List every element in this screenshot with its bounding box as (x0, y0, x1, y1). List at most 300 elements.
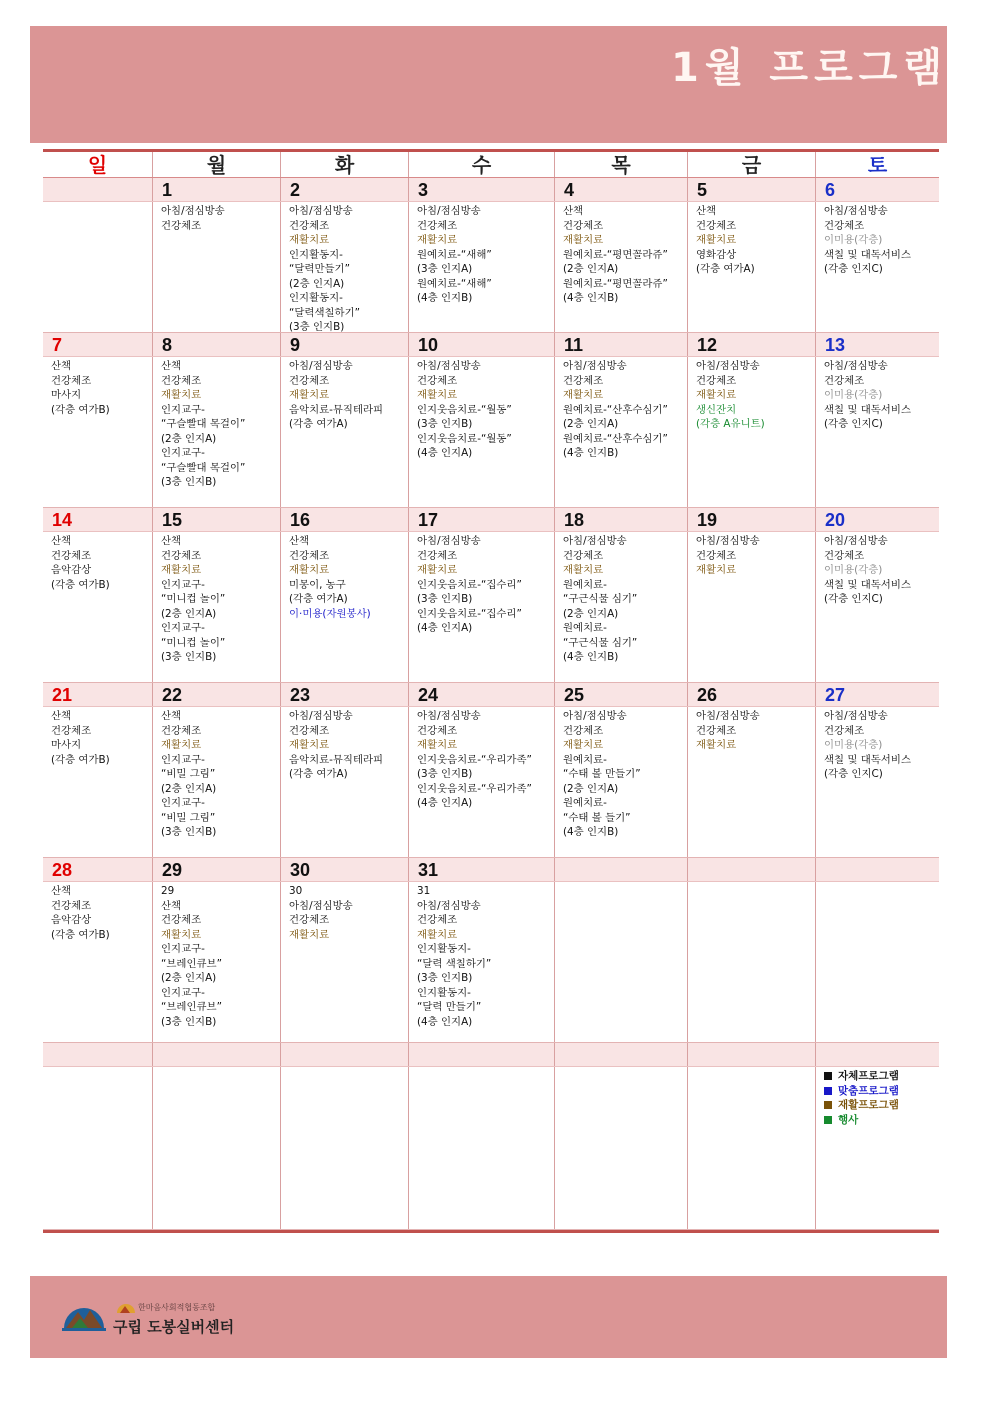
program-item: 이미용(각층) (824, 234, 883, 246)
program-item: 인지웃음치료-“월동” (417, 432, 512, 445)
program-item: 아침/점심방송 (696, 535, 760, 547)
day-number: 25 (555, 683, 688, 706)
program-item: (3층 인지B) (417, 418, 473, 430)
program-item: (3층 인지B) (161, 1015, 217, 1028)
day-schedule (816, 707, 939, 857)
program-item: “구슬빨대 목걸이” (161, 461, 246, 474)
program-item: (4층 인지B) (417, 292, 473, 304)
day-number (43, 1043, 153, 1066)
day-schedule (281, 707, 409, 857)
program-item: (4층 인지A) (417, 447, 473, 459)
program-item: 원예치료-“산후수심기” (563, 432, 668, 445)
day-schedule (43, 532, 153, 682)
program-item: (2층 인지A) (161, 432, 217, 445)
program-item: 아침/점심방송 (824, 535, 888, 547)
program-item: (각층 여가A) (289, 768, 348, 780)
program-item: 마사지 (51, 739, 82, 751)
program-item: 건강체조 (289, 724, 330, 737)
program-item: 건강체조 (824, 549, 865, 562)
day-number: 19 (688, 508, 816, 531)
program-item: 건강체조 (51, 724, 92, 737)
program-item: (2층 인지A) (563, 782, 619, 795)
calendar-week (43, 1043, 939, 1230)
program-item: “달력 색칠하기” (417, 957, 492, 970)
day-number: 13 (825, 335, 846, 355)
day-number: 14 (43, 508, 153, 531)
program-item: 원예치료- (563, 753, 607, 766)
program-item: 산책 (161, 360, 182, 372)
program-item: 재활치료 (289, 739, 330, 751)
day-number: 10 (409, 333, 555, 356)
program-item: 건강체조 (417, 724, 458, 737)
program-item: “달력색칠하기” (289, 306, 360, 319)
program-item: 인지웃음치료-“우리가족” (417, 782, 532, 795)
day-schedule (816, 357, 939, 507)
day-number (816, 1043, 939, 1066)
day-schedule (43, 357, 153, 507)
legend-item (824, 1069, 939, 1084)
program-item: 재활치료 (289, 234, 330, 246)
weekday-header-row (43, 152, 939, 178)
weekday-header: 일 (43, 152, 153, 177)
day-schedule (153, 357, 281, 507)
day-number: 2 (281, 178, 409, 201)
program-item: 산책 (563, 205, 584, 217)
program-item: 미몽이, 농구 (289, 578, 346, 591)
program-item: 산책 (289, 535, 310, 547)
calendar-week (43, 508, 939, 683)
day-number (555, 858, 688, 881)
day-schedule (153, 202, 281, 332)
program-item: “구근식물 심기” (563, 636, 638, 649)
schedule-row (43, 532, 939, 682)
day-number: 26 (688, 683, 816, 706)
program-item: 건강체조 (696, 549, 737, 562)
program-item: 산책 (161, 710, 182, 722)
program-item: (각층 여가A) (696, 263, 755, 275)
date-row (43, 858, 939, 882)
program-item: 아침/점심방송 (161, 205, 225, 217)
program-item: 인지교구- (161, 622, 205, 634)
program-item: 원예치료- (563, 578, 607, 591)
program-item: 산책 (696, 205, 717, 217)
program-item: 마사지 (51, 389, 82, 401)
legend-item (824, 1098, 939, 1113)
day-schedule (555, 882, 688, 1042)
day-number: 24 (409, 683, 555, 706)
legend-swatch-icon (824, 1101, 832, 1109)
legend-item (824, 1113, 939, 1128)
program-item: 재활치료 (417, 928, 458, 941)
day-number (688, 858, 816, 881)
center-name: 구립 도봉실버센터 (113, 1318, 235, 1336)
day-schedule (409, 357, 555, 507)
program-item: 재활치료 (563, 389, 604, 401)
calendar-weeks (43, 178, 939, 1230)
legend-label: 행사 (838, 1113, 859, 1126)
schedule-row (43, 357, 939, 507)
date-row (43, 683, 939, 707)
program-item: 건강체조 (289, 914, 330, 926)
program-item: 재활치료 (289, 389, 330, 401)
program-item: “브레인큐브” (161, 957, 222, 970)
program-item: (4층 인지B) (563, 826, 619, 838)
program-item: 아침/점심방송 (696, 710, 760, 722)
day-schedule (43, 1067, 153, 1229)
day-number: 7 (43, 333, 153, 356)
program-item: (2층 인지A) (161, 607, 217, 620)
day-schedule (555, 202, 688, 332)
day-schedule (688, 357, 816, 507)
calendar-bottom-rule (43, 1230, 939, 1233)
legend-swatch-icon (824, 1087, 832, 1095)
program-item: 인지활동지- (417, 943, 471, 955)
program-item: 색칠 및 대독서비스 (824, 578, 911, 591)
day-schedule (555, 532, 688, 682)
day-schedule (555, 357, 688, 507)
program-item: 인지웃음치료-“집수리” (417, 578, 522, 591)
day-schedule (409, 882, 555, 1042)
program-item: 31 (417, 885, 431, 897)
program-item: 재활치료 (289, 928, 330, 941)
program-item: 아침/점심방송 (563, 710, 627, 722)
program-item: (3층 인지B) (161, 476, 217, 488)
day-number: 11 (555, 333, 688, 356)
program-item: 인지교구- (161, 986, 205, 999)
day-schedule (153, 1067, 281, 1229)
schedule-row (43, 707, 939, 857)
program-item: (각층 여가B) (51, 403, 110, 416)
program-item: (3층 인지A) (417, 263, 473, 275)
program-item: 건강체조 (289, 219, 330, 232)
program-item: 이미용(각층) (824, 739, 883, 751)
program-item: 인지교구- (161, 797, 205, 809)
program-item: 아침/점심방송 (824, 360, 888, 372)
program-item: 건강체조 (417, 914, 458, 926)
day-schedule (43, 882, 153, 1042)
program-item: 아침/점심방송 (696, 360, 760, 372)
calendar-week (43, 178, 939, 333)
program-item: 건강체조 (289, 374, 330, 387)
program-item: 아침/점심방송 (289, 710, 353, 722)
day-schedule (281, 357, 409, 507)
program-item: 아침/점심방송 (824, 205, 888, 217)
weekday-header: 목 (555, 152, 688, 177)
weekday-header: 수 (409, 152, 555, 177)
program-item: 건강체조 (51, 899, 92, 912)
program-item: 아침/점심방송 (417, 205, 481, 217)
program-item: 건강체조 (563, 724, 604, 737)
date-row (43, 178, 939, 202)
program-item: 재활치료 (161, 928, 202, 941)
program-item: 음악치료-뮤직테라피 (289, 753, 384, 766)
program-item: 인지웃음치료-“집수리” (417, 607, 522, 620)
program-item: 건강체조 (696, 374, 737, 387)
day-number: 30 (281, 858, 409, 881)
day-schedule (153, 532, 281, 682)
date-row (43, 1043, 939, 1067)
program-item: 건강체조 (824, 724, 865, 737)
day-number: 16 (281, 508, 409, 531)
program-item: 인지교구- (161, 447, 205, 459)
program-item: 재활치료 (696, 564, 737, 576)
program-item: 원예치료- (563, 797, 607, 809)
program-item: 재활치료 (563, 739, 604, 751)
program-item: 건강체조 (417, 549, 458, 562)
day-schedule (281, 882, 409, 1042)
program-item: 건강체조 (696, 724, 737, 737)
program-item: (4층 인지B) (563, 292, 619, 304)
legend-swatch-icon (824, 1072, 832, 1080)
day-number (281, 1043, 409, 1066)
legend (824, 1069, 939, 1127)
day-number (688, 1043, 816, 1066)
cooperative-name: 한마음사회적협동조합 (138, 1303, 216, 1312)
program-item: 음악치료-뮤직테라피 (289, 403, 384, 416)
program-item: (각층 인지C) (824, 418, 883, 430)
program-item: (4층 인지A) (417, 622, 473, 634)
day-number: 5 (688, 178, 816, 201)
day-number: 1 (153, 178, 281, 201)
program-item: (2층 인지A) (563, 263, 619, 275)
program-item: (2층 인지A) (161, 972, 217, 984)
weekday-header: 화 (281, 152, 409, 177)
program-item: 이미용(각층) (824, 564, 883, 576)
legend-item (824, 1084, 939, 1099)
program-item: 생신잔치 (696, 403, 737, 416)
program-item: 재활치료 (696, 389, 737, 401)
program-item: 산책 (51, 710, 72, 722)
day-number: 23 (281, 683, 409, 706)
program-item: (각층 인지C) (824, 768, 883, 780)
day-number: 21 (43, 683, 153, 706)
program-item: 건강체조 (51, 374, 92, 387)
day-schedule (409, 1067, 555, 1229)
weekday-header: 토 (867, 153, 888, 177)
day-schedule (43, 202, 153, 332)
program-item: 원예치료-“새해” (417, 277, 492, 290)
program-item: 인지웃음치료-“월동” (417, 403, 512, 416)
day-schedule (281, 1067, 409, 1229)
schedule-row (43, 882, 939, 1042)
program-item: (각층 여가B) (51, 928, 110, 941)
program-item: 건강체조 (824, 374, 865, 387)
day-schedule (688, 532, 816, 682)
program-item: 건강체조 (51, 549, 92, 562)
program-item: 아침/점심방송 (417, 360, 481, 372)
day-number: 4 (555, 178, 688, 201)
program-item: (3층 인지B) (417, 768, 473, 780)
program-item: (2층 인지A) (289, 277, 345, 290)
day-number: 27 (825, 685, 846, 705)
day-schedule (555, 1067, 688, 1229)
day-number: 9 (281, 333, 409, 356)
program-item: 색칠 및 대독서비스 (824, 248, 911, 261)
calendar-week (43, 333, 939, 508)
program-item: (3층 인지B) (417, 972, 473, 984)
program-item: (3층 인지B) (417, 593, 473, 605)
program-item: 아침/점심방송 (417, 710, 481, 722)
day-number (409, 1043, 555, 1066)
day-schedule (816, 882, 939, 1042)
page-title: 1월 프로그램 (671, 45, 948, 91)
program-item: (각층 인지C) (824, 263, 883, 275)
program-item: “비밀 그림” (161, 811, 216, 824)
program-item: 건강체조 (563, 549, 604, 562)
day-schedule (816, 1067, 939, 1229)
day-number: 20 (825, 510, 846, 530)
day-schedule (409, 202, 555, 332)
program-item: 건강체조 (161, 219, 202, 232)
calendar-week (43, 858, 939, 1043)
program-item: 건강체조 (696, 219, 737, 232)
day-schedule (153, 882, 281, 1042)
program-item: (2층 인지A) (563, 607, 619, 620)
day-number (555, 1043, 688, 1066)
program-item: (3층 인지B) (161, 826, 217, 838)
program-item: 원예치료- (563, 622, 607, 634)
program-item: 인지웃음치료-“우리가족” (417, 753, 532, 766)
program-item: 재활치료 (161, 564, 202, 576)
cooperative-logo-icon (116, 1300, 136, 1314)
program-item: 29 (161, 885, 175, 897)
day-schedule (409, 532, 555, 682)
program-item: “브레인큐브” (161, 1001, 222, 1013)
program-item: 원예치료-“평면꼴라쥬” (563, 277, 668, 290)
program-item: 산책 (161, 899, 182, 912)
program-item: 재활치료 (417, 234, 458, 246)
program-item: “비밀 그림” (161, 768, 216, 780)
legend-label: 맞춤프로그램 (838, 1084, 899, 1097)
day-schedule (688, 1067, 816, 1229)
program-item: 원예치료-“산후수심기” (563, 403, 668, 416)
program-item: 영화감상 (696, 248, 737, 261)
program-item: “달력 만들기” (417, 1001, 482, 1013)
program-item: (각층 여가A) (289, 593, 348, 605)
day-schedule (688, 202, 816, 332)
program-item: (4층 인지B) (563, 447, 619, 459)
program-item: 아침/점심방송 (289, 899, 353, 912)
program-item: 건강체조 (161, 914, 202, 926)
program-item: 이미용(각층) (824, 389, 883, 401)
program-item: “구근식물 심기” (563, 593, 638, 605)
program-item: 색칠 및 대독서비스 (824, 403, 911, 416)
program-item: 산책 (51, 885, 72, 897)
program-item: 아침/점심방송 (563, 535, 627, 547)
date-row (43, 508, 939, 532)
program-item: 아침/점심방송 (289, 205, 353, 217)
day-schedule (281, 532, 409, 682)
program-item: (2층 인지A) (161, 782, 217, 795)
program-item: 음악감상 (51, 914, 92, 926)
program-item: 이·미용(자원봉사) (289, 607, 371, 620)
program-item: “구슬빨대 목걸이” (161, 418, 246, 430)
program-item: 건강체조 (824, 219, 865, 232)
program-item: “미니컵 놀이” (161, 636, 226, 649)
program-item: 건강체조 (161, 724, 202, 737)
day-schedule (816, 202, 939, 332)
day-schedule (688, 882, 816, 1042)
program-item: 재활치료 (417, 389, 458, 401)
program-item: 건강체조 (161, 374, 202, 387)
program-item: (각층 인지C) (824, 593, 883, 605)
program-item: 인지교구- (161, 753, 205, 766)
program-item: (4층 인지A) (417, 1015, 473, 1028)
day-number: 8 (153, 333, 281, 356)
program-item: 원예치료-“평면꼴라쥬” (563, 248, 668, 261)
program-item: 건강체조 (417, 374, 458, 387)
day-number: 6 (825, 180, 836, 200)
calendar-week (43, 683, 939, 858)
program-item: “수태 볼 들기” (563, 811, 631, 824)
program-item: 아침/점심방송 (289, 360, 353, 372)
day-number (43, 178, 153, 201)
program-item: 아침/점심방송 (417, 899, 481, 912)
program-item: (각층 여가B) (51, 578, 110, 591)
program-item: 아침/점심방송 (417, 535, 481, 547)
program-item: 산책 (51, 360, 72, 372)
program-item: 재활치료 (289, 564, 330, 576)
program-item: (3층 인지B) (289, 321, 345, 332)
day-number (816, 858, 939, 881)
program-item: (각층 여가A) (289, 418, 348, 430)
day-number: 15 (153, 508, 281, 531)
program-item: 인지활동지- (417, 986, 471, 999)
program-item: 아침/점심방송 (563, 360, 627, 372)
program-item: 재활치료 (696, 739, 737, 751)
program-item: 재활치료 (563, 564, 604, 576)
calendar (43, 149, 939, 1233)
day-number: 29 (153, 858, 281, 881)
day-number: 31 (409, 858, 555, 881)
program-item: 음악감상 (51, 564, 92, 576)
day-number (153, 1043, 281, 1066)
program-item: 건강체조 (417, 219, 458, 232)
day-number: 18 (555, 508, 688, 531)
program-item: 재활치료 (161, 739, 202, 751)
program-item: 재활치료 (696, 234, 737, 246)
program-item: (각층 A유니트) (696, 418, 765, 430)
day-schedule (153, 707, 281, 857)
legend-label: 재활프로그램 (838, 1099, 899, 1111)
day-schedule (409, 707, 555, 857)
program-item: (2층 인지A) (563, 418, 619, 430)
center-logo-icon (62, 1298, 106, 1334)
program-item: 색칠 및 대독서비스 (824, 753, 911, 766)
program-item: 재활치료 (417, 739, 458, 751)
program-item: (3층 인지B) (161, 651, 217, 663)
weekday-header: 월 (153, 152, 281, 177)
day-schedule (816, 532, 939, 682)
day-schedule (555, 707, 688, 857)
program-item: (4층 인지A) (417, 797, 473, 809)
day-schedule (281, 202, 409, 332)
schedule-row (43, 202, 939, 332)
program-item: 산책 (51, 535, 72, 547)
program-item: “달력만들기” (289, 263, 350, 275)
program-item: “미니컵 놀이” (161, 593, 226, 605)
day-number: 12 (688, 333, 816, 356)
program-item: 건강체조 (563, 219, 604, 232)
program-item: “수태 볼 만들기” (563, 768, 641, 780)
program-item: 원예치료-“새해” (417, 248, 492, 261)
schedule-row (43, 1067, 939, 1229)
program-item: 30 (289, 885, 303, 897)
program-item: (각층 여가B) (51, 753, 110, 766)
day-number: 22 (153, 683, 281, 706)
program-item: 건강체조 (289, 549, 330, 562)
program-item: 산책 (161, 535, 182, 547)
